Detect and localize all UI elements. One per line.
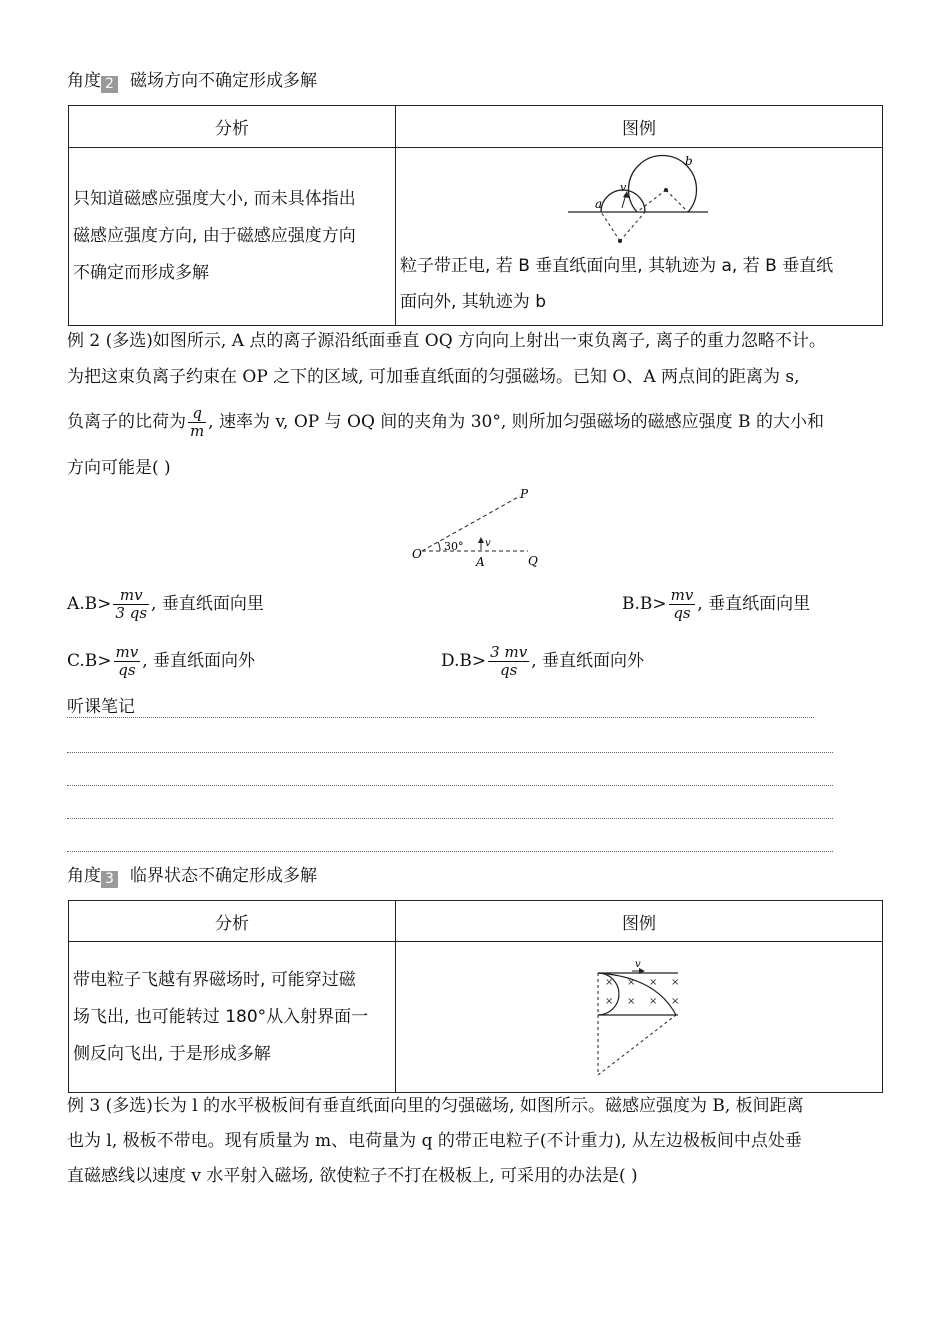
field-x: × <box>671 996 680 1007</box>
option-D[interactable] <box>441 641 644 681</box>
label-v: v <box>635 959 641 970</box>
option-text: , 垂直纸面向外 <box>142 651 256 671</box>
analysis-line: 磁感应强度方向, 由于磁感应强度方向 <box>73 226 356 246</box>
field-x: × <box>605 996 614 1007</box>
label-b: b <box>685 154 693 168</box>
analysis-line: 不确定而形成多解 <box>73 263 209 283</box>
section-2-table <box>68 105 883 326</box>
option-text: , 垂直纸面向外 <box>531 651 644 671</box>
analysis-line: 侧反向飞出, 于是形成多解 <box>73 1043 271 1064</box>
option-fraction: $\frac{3 mv}{qs}$ <box>490 642 528 679</box>
notes-title: 听课笔记 <box>67 697 135 717</box>
example-2-line <box>67 402 824 442</box>
example-2-figure <box>400 484 560 574</box>
heading-prefix: 角度 <box>67 71 101 91</box>
label-O: O <box>412 547 422 561</box>
field-x: × <box>649 996 658 1007</box>
option-label: B.B> <box>622 594 667 614</box>
section-3-heading <box>67 864 317 888</box>
example-3-line: 直磁感线以速度 v 水平射入磁场, 欲使粒子不打在极板上, 可采用的办法是( ) <box>67 1166 638 1186</box>
caption-line: 粒子带正电, 若 B 垂直纸面向里, 其轨迹为 a, 若 B 垂直纸 <box>400 256 834 276</box>
trajectory-figure <box>396 148 876 248</box>
caption-line: 面向外, 其轨迹为 b <box>400 292 547 312</box>
field-x: × <box>671 977 680 988</box>
label-Q: Q <box>528 554 538 568</box>
example-2-line: 例 2 (多选)如图所示, A 点的离子源沿纸面垂直 OQ 方向向上射出一束负离子, 离子的重力忽略不计。 <box>67 331 826 351</box>
analysis-cell <box>69 942 396 1093</box>
note-line[interactable] <box>67 717 814 718</box>
figure-caption <box>396 248 882 320</box>
label-A: A <box>476 555 485 569</box>
fraction-denominator: m <box>190 421 205 440</box>
label-a: a <box>595 197 603 211</box>
example-2-line: 为把这束负离子约束在 OP 之下的区域, 可加垂直纸面的匀强磁场。已知 O、A 两点间的距离为 s, <box>67 367 800 387</box>
fraction-numerator: q <box>188 405 206 423</box>
text-run: , 速率为 v, OP 与 OQ 间的夹角为 30°, 则所加匀强磁场的磁感应强度 B 的大小和 <box>208 412 824 432</box>
field-x: × <box>605 977 614 988</box>
option-label: C.B> <box>67 651 112 671</box>
section-number-badge: 3 <box>101 871 118 888</box>
charge-mass-ratio <box>188 405 206 440</box>
option-B[interactable] <box>622 584 810 624</box>
heading-title: 磁场方向不确定形成多解 <box>130 71 317 91</box>
table-header-analysis: 分析 <box>69 106 396 148</box>
field-x: × <box>649 977 658 988</box>
option-A[interactable] <box>67 584 264 624</box>
analysis-line: 场飞出, 也可能转过 180°从入射界面一 <box>73 1006 369 1027</box>
option-C[interactable] <box>67 641 255 681</box>
label-P: P <box>520 487 529 501</box>
boundary-field-figure <box>396 947 876 1087</box>
table-header-figure: 图例 <box>396 106 883 148</box>
note-line[interactable] <box>67 851 833 852</box>
label-v: v <box>485 538 491 549</box>
option-fraction: $\frac{mv}{3 qs}$ <box>115 585 148 622</box>
table-header-figure: 图例 <box>396 901 883 942</box>
figure-cell <box>396 942 883 1093</box>
option-label: A.B> <box>67 594 112 614</box>
section-number-badge: 2 <box>101 76 118 93</box>
field-x: × <box>627 977 636 988</box>
heading-title: 临界状态不确定形成多解 <box>130 866 317 886</box>
analysis-line: 只知道磁感应强度大小, 而未具体指出 <box>73 189 356 209</box>
heading-prefix: 角度 <box>67 866 101 886</box>
analysis-cell <box>69 148 396 326</box>
option-label: D.B> <box>441 651 487 671</box>
field-x: × <box>627 996 636 1007</box>
option-fraction: $\frac{mv}{qs}$ <box>670 585 694 622</box>
note-line[interactable] <box>67 818 833 819</box>
option-text: , 垂直纸面向里 <box>697 594 811 614</box>
label-angle: 30° <box>444 540 464 553</box>
analysis-line: 带电粒子飞越有界磁场时, 可能穿过磁 <box>73 969 356 990</box>
option-fraction: $\frac{mv}{qs}$ <box>115 642 139 679</box>
section-3-table <box>68 900 883 1093</box>
label-v: v <box>620 181 627 194</box>
table-header-analysis: 分析 <box>69 901 396 942</box>
section-2-heading <box>67 69 317 93</box>
option-text: , 垂直纸面向里 <box>151 594 264 614</box>
example-3-line: 例 3 (多选)长为 l 的水平极板间有垂直纸面向里的匀强磁场, 如图所示。磁感应强度为 B, 板间距离 <box>67 1096 804 1116</box>
example-2-line: 方向可能是( ) <box>67 458 171 478</box>
figure-cell <box>396 148 883 326</box>
note-line[interactable] <box>67 752 833 753</box>
example-3-line: 也为 l, 极板不带电。现有质量为 m、电荷量为 q 的带正电粒子(不计重力), 从左边极板间中点处垂 <box>67 1131 802 1151</box>
text-run: 负离子的比荷为 <box>67 412 186 432</box>
note-line[interactable] <box>67 785 833 786</box>
